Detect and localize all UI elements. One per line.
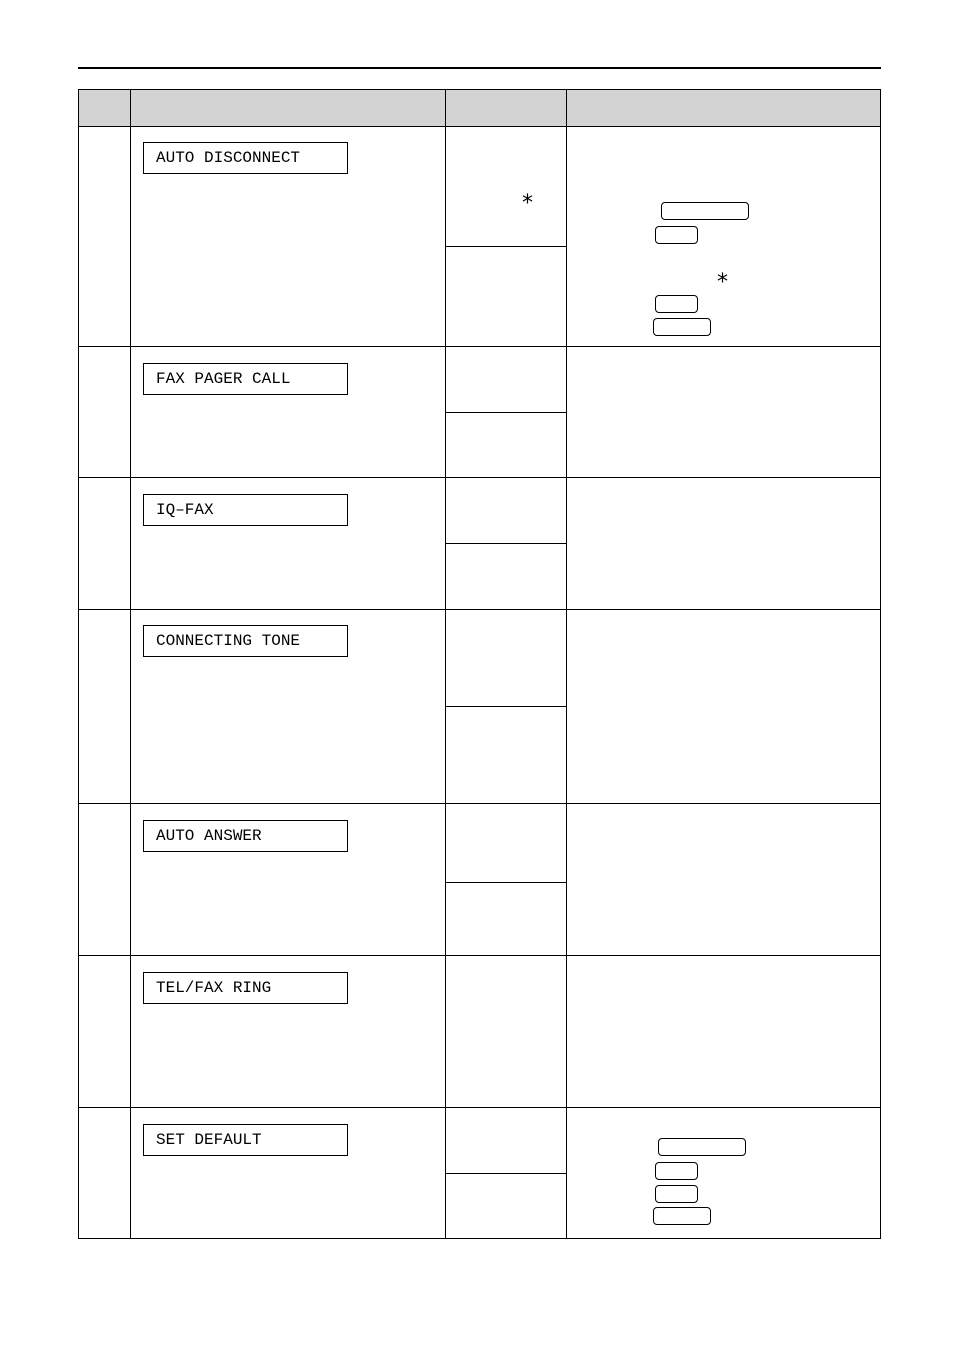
column-divider-2 <box>445 89 446 1239</box>
default-asterisk: * <box>522 191 533 216</box>
column-divider-3 <box>566 89 567 1239</box>
blank-key-icon <box>655 295 698 313</box>
display-iq-fax: IQ–FAX <box>143 494 348 526</box>
option-divider <box>445 246 566 247</box>
blank-key-icon <box>653 1207 711 1225</box>
display-fax-pager-call: FAX PAGER CALL <box>143 363 348 395</box>
table-border-left <box>78 89 79 1239</box>
blank-key-icon <box>658 1138 746 1156</box>
blank-key-icon <box>653 318 711 336</box>
option-divider <box>445 1173 566 1174</box>
column-divider-1 <box>130 89 131 1239</box>
row-separator <box>78 346 881 347</box>
row-separator <box>78 803 881 804</box>
table-border-right <box>880 89 881 1239</box>
option-divider <box>445 706 566 707</box>
row-separator <box>78 955 881 956</box>
row-separator <box>78 1107 881 1108</box>
blank-key-icon <box>655 1162 698 1180</box>
blank-key-icon <box>655 1185 698 1203</box>
option-divider <box>445 412 566 413</box>
option-divider <box>445 543 566 544</box>
display-auto-disconnect: AUTO DISCONNECT <box>143 142 348 174</box>
display-connecting-tone: CONNECTING TONE <box>143 625 348 657</box>
display-auto-answer: AUTO ANSWER <box>143 820 348 852</box>
table-border-bottom <box>78 1238 881 1239</box>
row-separator <box>78 609 881 610</box>
display-tel-fax-ring: TEL/FAX RING <box>143 972 348 1004</box>
display-set-default: SET DEFAULT <box>143 1124 348 1156</box>
default-asterisk: * <box>717 270 728 295</box>
row-separator <box>78 477 881 478</box>
blank-key-icon <box>661 202 749 220</box>
option-divider <box>445 882 566 883</box>
blank-key-icon <box>655 226 698 244</box>
